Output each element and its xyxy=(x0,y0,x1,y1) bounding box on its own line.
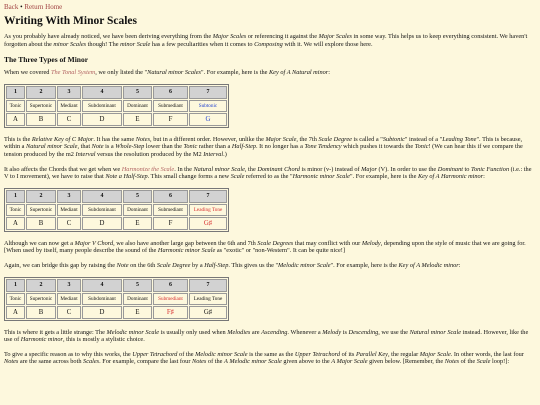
note-cell: E xyxy=(123,217,152,230)
term: Harmonic minor xyxy=(20,336,63,344)
table-row xyxy=(6,293,227,305)
term: Natural minor Scale xyxy=(193,165,245,173)
term: Major Scale xyxy=(265,135,297,143)
term: Melodic minor Scale xyxy=(195,350,248,358)
page-title: Writing With Minor Scales xyxy=(4,15,138,27)
ascending-descending-paragraph xyxy=(4,329,536,344)
term: Whole-Step xyxy=(115,143,145,151)
text-run: (i.e.: the V to I movement), we have to raise that xyxy=(4,165,532,181)
text-run: , that xyxy=(77,143,92,151)
note-cell: E xyxy=(123,113,152,126)
degree-number-cell: 3 xyxy=(57,86,81,99)
note-cell: F xyxy=(153,113,188,126)
term: Key of A Harmonic minor xyxy=(417,173,484,181)
text-run: , we also have another large gap between the 6th and 7th xyxy=(113,239,258,247)
term: Tonic xyxy=(183,143,198,151)
term: Composing xyxy=(254,40,283,48)
text-run: , depending upon the style of music that we are going for. [When used by itself, many people describe the sound of the xyxy=(4,239,526,255)
term: Scale xyxy=(230,173,245,181)
text-run: Again, we can bridge this gap by raising the xyxy=(4,261,117,269)
text-run: ! (We can hear this if we compare the tension produced by the m2 xyxy=(4,143,523,158)
degree-name-cell: Submediant xyxy=(153,204,188,216)
degree-name-cell: Subdominant xyxy=(82,293,122,305)
text-run: though! The xyxy=(86,40,121,48)
term: Tonic xyxy=(414,143,429,151)
note-cell: A xyxy=(6,306,25,319)
note-cell: C xyxy=(57,217,81,230)
text-run: loop!]: xyxy=(490,358,510,366)
degree-name-cell: Submediant xyxy=(153,100,188,112)
term: Upper Tetrachord xyxy=(132,350,178,358)
term: Melodic minor Scale xyxy=(278,261,331,269)
text-run: ". This is because, within a xyxy=(4,135,523,151)
degree-name-cell: Dominant xyxy=(123,100,152,112)
term: A Major Scale xyxy=(331,358,368,366)
term: Major V Chord xyxy=(74,239,114,247)
term: minor Scales xyxy=(53,40,87,48)
term: Note a Half-Step xyxy=(105,173,148,181)
note-cell: G♯ xyxy=(189,306,227,319)
term: Melody xyxy=(361,239,381,247)
text-run: to xyxy=(462,165,472,173)
term: Scale Degree xyxy=(156,261,191,269)
text-run: in some way. This helps us to keep everything consistent. We haven't forgotten about the xyxy=(4,33,528,48)
text-run: given above to the xyxy=(281,358,332,366)
term: Melodic minor Scale xyxy=(106,328,160,336)
text-run: , the regular xyxy=(387,350,420,358)
text-run: has a few peculiarities when it comes to xyxy=(150,40,255,48)
term: A Melodic minor Scale xyxy=(224,358,282,366)
term: Scale Degrees xyxy=(257,239,294,247)
term: Natural minor Scale xyxy=(409,328,461,336)
text-run: , we use the xyxy=(378,328,410,336)
text-run: ". For example, here is the xyxy=(201,69,269,77)
text-run: given below. [Remember, the xyxy=(367,358,445,366)
text-run: is minor (v-) instead of xyxy=(299,165,362,173)
degree-name-cell: Supertonic xyxy=(26,204,56,216)
degree-name-cell: Submediant xyxy=(153,293,188,305)
term: Half-Step xyxy=(231,143,257,151)
text-run: .) xyxy=(223,150,227,158)
term: Note xyxy=(91,143,104,151)
term: Scales xyxy=(83,358,100,366)
text-run: This is the xyxy=(4,135,32,143)
term: Major Scales xyxy=(318,33,352,40)
text-run: : xyxy=(328,69,330,77)
text-run: , the xyxy=(244,165,258,173)
text-run: . This small change forms a new xyxy=(147,173,231,181)
term: Scale Degree xyxy=(318,135,352,143)
text-run: This is where it gets a little strange: The xyxy=(4,328,107,336)
section-heading: The Three Types of Minor xyxy=(4,55,89,65)
tonal-system-paragraph xyxy=(4,69,536,77)
term: Major xyxy=(361,165,377,173)
term-link[interactable]: Harmonize the Scale xyxy=(121,165,175,173)
text-run: of the xyxy=(177,350,196,358)
text-run: is a xyxy=(103,143,116,151)
text-run: are the same across both xyxy=(18,358,84,366)
table-row xyxy=(6,279,227,292)
degree-name-cell: Tonic xyxy=(6,204,25,216)
note-cell: B xyxy=(26,113,56,126)
text-run: It also affects the Chords that we get when we xyxy=(4,165,122,173)
term: Descending xyxy=(348,328,379,336)
degree-name-cell: Subtonic xyxy=(189,100,227,112)
table-row xyxy=(6,204,227,216)
degree-number-cell: 2 xyxy=(26,190,56,203)
term: Notes xyxy=(444,358,460,366)
intro-paragraph xyxy=(4,33,536,48)
term: Key of A Melodic minor xyxy=(398,261,459,269)
note-cell: C xyxy=(57,113,81,126)
note-cell: C xyxy=(57,306,81,319)
degree-name-cell: Mediant xyxy=(57,293,81,305)
note-cell: D xyxy=(82,306,122,319)
text-run: is the same as the xyxy=(247,350,295,358)
text-run: , but in a different order. However, unlike the xyxy=(150,135,266,143)
text-run: of the xyxy=(206,358,225,366)
melodic-minor-paragraph xyxy=(4,262,536,270)
text-run: : xyxy=(458,261,461,269)
term: Subtonic xyxy=(382,135,405,143)
harmonic-minor-table xyxy=(4,188,229,232)
degree-number-cell: 6 xyxy=(153,279,188,292)
text-run: , the 7th xyxy=(296,135,319,143)
text-run: rather than a xyxy=(197,143,232,151)
text-run: ". For example, here is the xyxy=(330,261,399,269)
text-run: referred to as the " xyxy=(244,173,293,181)
degree-name-cell: Tonic xyxy=(6,293,25,305)
degree-name-cell: Tonic xyxy=(6,100,25,112)
degree-number-cell: 6 xyxy=(153,190,188,203)
degree-number-cell: 4 xyxy=(82,86,122,99)
text-run: is xyxy=(341,328,349,336)
note-cell: F xyxy=(153,217,188,230)
degree-number-cell: 1 xyxy=(6,279,25,292)
term: Notes xyxy=(135,135,151,143)
term: Melody xyxy=(322,328,342,336)
term: Tonic Function xyxy=(471,165,510,173)
term: Ascending xyxy=(261,328,288,336)
term: Harmonic minor Scale xyxy=(157,247,216,255)
degree-number-cell: 1 xyxy=(6,86,25,99)
table-row xyxy=(6,306,227,319)
text-run: To give a specific reason as to why this works, the xyxy=(4,350,133,358)
text-run: or referencing it against the xyxy=(246,33,319,40)
note-cell: B xyxy=(26,217,56,230)
text-run: are xyxy=(250,328,262,336)
term: Natural minor Scales xyxy=(147,69,201,77)
term: Melodies xyxy=(227,328,251,336)
degree-name-cell: Dominant xyxy=(123,204,152,216)
text-run: that may conflict with our xyxy=(293,239,362,247)
degree-number-cell: 2 xyxy=(26,86,56,99)
term: Natural minor Scale xyxy=(26,143,78,151)
degree-name-cell: Leading Tone xyxy=(189,204,227,216)
degree-name-cell: Subdominant xyxy=(82,204,122,216)
text-run: . This gives us the " xyxy=(228,261,279,269)
term: Key of A Natural minor xyxy=(268,69,329,77)
harmonic-minor-paragraph xyxy=(4,166,536,181)
text-run: . For example, compare the last four xyxy=(99,358,192,366)
text-run: with it. We will explore those here. xyxy=(282,40,373,48)
term: Notes xyxy=(192,358,207,366)
term: Upper Tetrachord xyxy=(294,350,341,358)
table-row xyxy=(6,100,227,112)
natural-minor-table xyxy=(4,84,229,128)
degree-name-cell: Dominant xyxy=(123,293,152,305)
term: Parallel Key xyxy=(355,350,388,358)
term: Major Scale xyxy=(419,350,451,358)
text-run: is called a " xyxy=(351,135,383,143)
text-run: . In the xyxy=(174,165,194,173)
text-run: . It no longer has a xyxy=(256,143,305,151)
degree-number-cell: 7 xyxy=(189,86,227,99)
note-cell: A xyxy=(6,217,25,230)
term: Interval xyxy=(203,150,224,158)
nav-bar xyxy=(4,3,536,12)
term: Relative Key of C Major xyxy=(31,135,94,143)
note-cell: E xyxy=(123,306,152,319)
term: Half-Step xyxy=(204,261,229,269)
note-cell: B xyxy=(26,306,56,319)
text-run: . Whenever a xyxy=(287,328,323,336)
return-home-link[interactable]: Return Home xyxy=(24,3,63,11)
text-run: As you probably have already noticed, we have been deriving everything from the xyxy=(4,33,213,40)
text-run: " instead of a " xyxy=(404,135,443,143)
degree-name-cell: Supertonic xyxy=(26,293,56,305)
text-run: instead. However, like the use of xyxy=(4,328,529,344)
note-cell: A xyxy=(6,113,25,126)
term: minor Scale xyxy=(120,40,151,48)
text-run: is usually only used when xyxy=(159,328,228,336)
note-cell: G♯ xyxy=(189,217,227,230)
text-run: , we only listed the " xyxy=(95,69,148,77)
degree-name-cell: Mediant xyxy=(57,204,81,216)
degree-number-cell: 7 xyxy=(189,279,227,292)
degree-number-cell: 5 xyxy=(123,279,152,292)
degree-name-cell: Leading Tone xyxy=(189,293,227,305)
term: Harmonic minor Scale xyxy=(292,173,350,181)
note-cell: G xyxy=(189,113,227,126)
text-run: . It has the same xyxy=(93,135,136,143)
degree-number-cell: 4 xyxy=(82,190,122,203)
text-run: lower than the xyxy=(144,143,184,151)
table-row xyxy=(6,190,227,203)
degree-name-cell: Subdominant xyxy=(82,100,122,112)
degree-name-cell: Supertonic xyxy=(26,100,56,112)
gap-paragraph xyxy=(4,240,536,255)
upper-tetrachord-paragraph xyxy=(4,351,536,366)
degree-number-cell: 3 xyxy=(57,279,81,292)
subtonic-paragraph xyxy=(4,136,536,159)
degree-number-cell: 1 xyxy=(6,190,25,203)
text-run: of the xyxy=(459,358,477,366)
text-run: (V). In order to use the xyxy=(376,165,438,173)
text-run: : xyxy=(483,173,485,181)
text-run: versus the resolution produced by the M2 xyxy=(95,150,204,158)
degree-number-cell: 5 xyxy=(123,190,152,203)
back-link[interactable]: Back xyxy=(4,3,19,11)
degree-number-cell: 5 xyxy=(123,86,152,99)
table-row xyxy=(6,86,227,99)
degree-number-cell: 7 xyxy=(189,190,227,203)
term: Scale xyxy=(476,358,491,366)
term: Note xyxy=(116,261,129,269)
note-cell: D xyxy=(82,217,122,230)
term: Major Scales xyxy=(212,33,247,40)
table-row xyxy=(6,113,227,126)
term-link[interactable]: The Tonal System xyxy=(51,69,96,77)
term: Dominant Chord xyxy=(257,165,300,173)
text-run: by a xyxy=(190,261,205,269)
term: Leading Tone xyxy=(442,135,477,143)
degree-name-cell: Mediant xyxy=(57,100,81,112)
text-run: on the 6th xyxy=(128,261,157,269)
term: Interval xyxy=(75,150,96,158)
degree-number-cell: 2 xyxy=(26,279,56,292)
degree-number-cell: 6 xyxy=(153,86,188,99)
nav-separator: • xyxy=(18,3,25,11)
term: Tone Tendency xyxy=(304,143,342,151)
note-cell: D xyxy=(82,113,122,126)
text-run: which pushes it towards the xyxy=(341,143,415,151)
text-run: . In other words, the last four xyxy=(450,350,524,358)
note-cell: F♯ xyxy=(153,306,188,319)
text-run: , this is mostly a stylistic choice. xyxy=(62,336,145,344)
term: Notes xyxy=(4,358,19,366)
melodic-minor-table xyxy=(4,277,229,321)
text-run: as "exotic" or "non-Western". It can be quite nice!] xyxy=(215,247,345,255)
text-run: of its xyxy=(340,350,356,358)
degree-number-cell: 4 xyxy=(82,279,122,292)
text-run: Although we can now get a xyxy=(4,239,75,247)
table-row xyxy=(6,217,227,230)
text-run: ". For example, here is the xyxy=(349,173,418,181)
term: Dominant xyxy=(437,165,463,173)
text-run: When we covered xyxy=(4,69,52,77)
degree-number-cell: 3 xyxy=(57,190,81,203)
